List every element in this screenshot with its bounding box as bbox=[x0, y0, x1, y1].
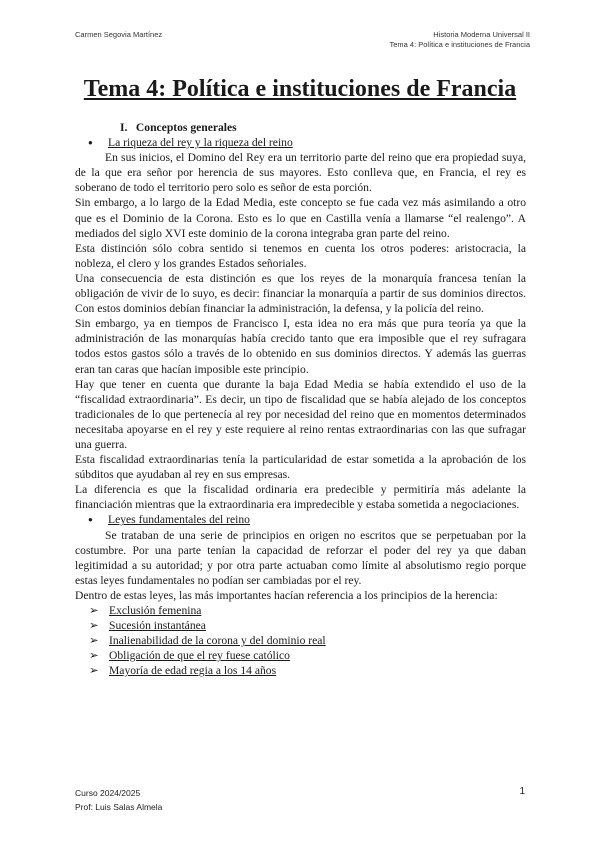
paragraph: Dentro de estas leyes, las más importantes hacían referencia a los principios de la herencia: bbox=[75, 588, 498, 602]
page-title: Tema 4: Política e instituciones de Francia bbox=[83, 76, 517, 102]
paragraph: Esta fiscalidad extraordinarias tenía la particularidad de estar sometida a la aprobación de los súbditos que ayudaban al rey en sus empresas. bbox=[75, 453, 526, 482]
section-number: I. bbox=[120, 121, 128, 134]
paragraph: Una consecuencia de esta distinción es que los reyes de la monarquía francesa tenían la obligación de vivir de lo suyo, es decir: financiar la monarquía a partir de sus dominios directos. Con estos dominios debían financiar la administración, la defensa, y la policía del reino. bbox=[75, 271, 526, 316]
header-author: Carmen Segovia Martínez bbox=[75, 30, 163, 39]
footer-course-year: Curso 2024/2025 bbox=[75, 788, 141, 798]
principles-list bbox=[75, 603, 526, 678]
list-item-label: Mayoría de edad regia a los 14 años bbox=[109, 664, 277, 678]
list-item bbox=[75, 603, 526, 618]
subsection-heading: Leyes fundamentales del reino bbox=[108, 513, 250, 527]
header-topic: Tema 4: Política e instituciones de Francia bbox=[389, 40, 530, 49]
list-item-label: Obligación de que el rey fuese católico bbox=[109, 649, 290, 663]
bullet-item bbox=[75, 135, 526, 150]
header-course: Historia Moderna Universal II bbox=[433, 30, 530, 39]
paragraph: Sin embargo, ya en tiempos de Francisco I, esta idea no era más que pura teoría ya que la administración de las monarquías había crecido tanto que era imposible que el rey sufragara todos estos gastos sólo a través de lo obtenido en sus dominios directos. Y además las guerras eran tan caras que hacían imposible este principio. bbox=[75, 317, 526, 376]
section-label: Conceptos generales bbox=[135, 121, 237, 134]
bullet-icon: ● bbox=[88, 515, 93, 525]
bullet-icon: ● bbox=[88, 138, 93, 148]
paragraph: Esta distinción sólo cobra sentido si tenemos en cuenta los otros poderes: aristocracia, la nobleza, el clero y los grandes Estados señoriales. bbox=[75, 241, 526, 270]
arrow-bullet-icon: ➢ bbox=[89, 649, 99, 663]
document-body bbox=[75, 120, 526, 678]
paragraph: Hay que tener en cuenta que durante la baja Edad Media se había extendido el uso de la “fiscalidad extraordinaria”. Es decir, un tipo de fiscalidad que se había alejado de los conceptos tradicionales de lo que pertenecía al rey por necesidad del reino que en momentos determinados necesitaba apoyarse en el rey y este requiere al reino rentas extraordinarias con las que sufragar una guerra. bbox=[75, 377, 526, 451]
list-item bbox=[75, 618, 526, 633]
list-item bbox=[75, 663, 526, 678]
footer-professor: Prof: Luis Salas Almela bbox=[75, 802, 163, 812]
footer bbox=[75, 786, 162, 814]
list-item bbox=[75, 633, 526, 648]
arrow-bullet-icon: ➢ bbox=[89, 604, 99, 617]
list-item-label: Inalienabilidad de la corona y del dominio real bbox=[109, 634, 326, 648]
arrow-bullet-icon: ➢ bbox=[89, 619, 99, 633]
page-number: 1 bbox=[519, 786, 525, 797]
paragraph: La diferencia es que la fiscalidad ordinaria era predecible y permitiría más adelante la financiación mientras que la extraordinaria era impredecible y estaba sometida a negociaciones. bbox=[75, 483, 526, 512]
list-item-label: Sucesión instantánea bbox=[109, 619, 206, 633]
header-info bbox=[390, 30, 531, 50]
list-item bbox=[75, 648, 526, 663]
arrow-bullet-icon: ➢ bbox=[89, 664, 99, 678]
paragraph: Se trataban de una serie de principios en origen no escritos que se perpetuaban por la costumbre. Por una parte tenían la capacidad de reforzar el poder del rey ya que daban legitimidad a su autoridad; y por otra parte actuaban como límite al absolutismo regio porque estas leyes fundamentales no podían ser cambiadas por el rey. bbox=[75, 528, 526, 587]
bullet-item bbox=[75, 512, 526, 527]
arrow-bullet-icon: ➢ bbox=[89, 634, 99, 648]
paragraph: Sin embargo, a lo largo de la Edad Media, este concepto se fue cada vez más asimilando a otro que es el Dominio de la Corona. Esto es lo que en Castilla venía a llamarse “el realengo”. A mediados del siglo XVI este dominio de la corona integraba gran parte del reino. bbox=[75, 196, 526, 240]
paragraph: En sus inicios, el Domino del Rey era un territorio parte del reino que era propiedad suya, de la que era señor por herencia de sus mayores. Esto conlleva que, en Francia, el rey es soberano de todo el territorio pero solo es señor de esta porción. bbox=[75, 151, 526, 195]
section-heading bbox=[75, 120, 526, 135]
list-item-label: Exclusión femenina bbox=[109, 604, 202, 617]
subsection-heading: La riqueza del rey y la riqueza del reino bbox=[108, 136, 293, 150]
